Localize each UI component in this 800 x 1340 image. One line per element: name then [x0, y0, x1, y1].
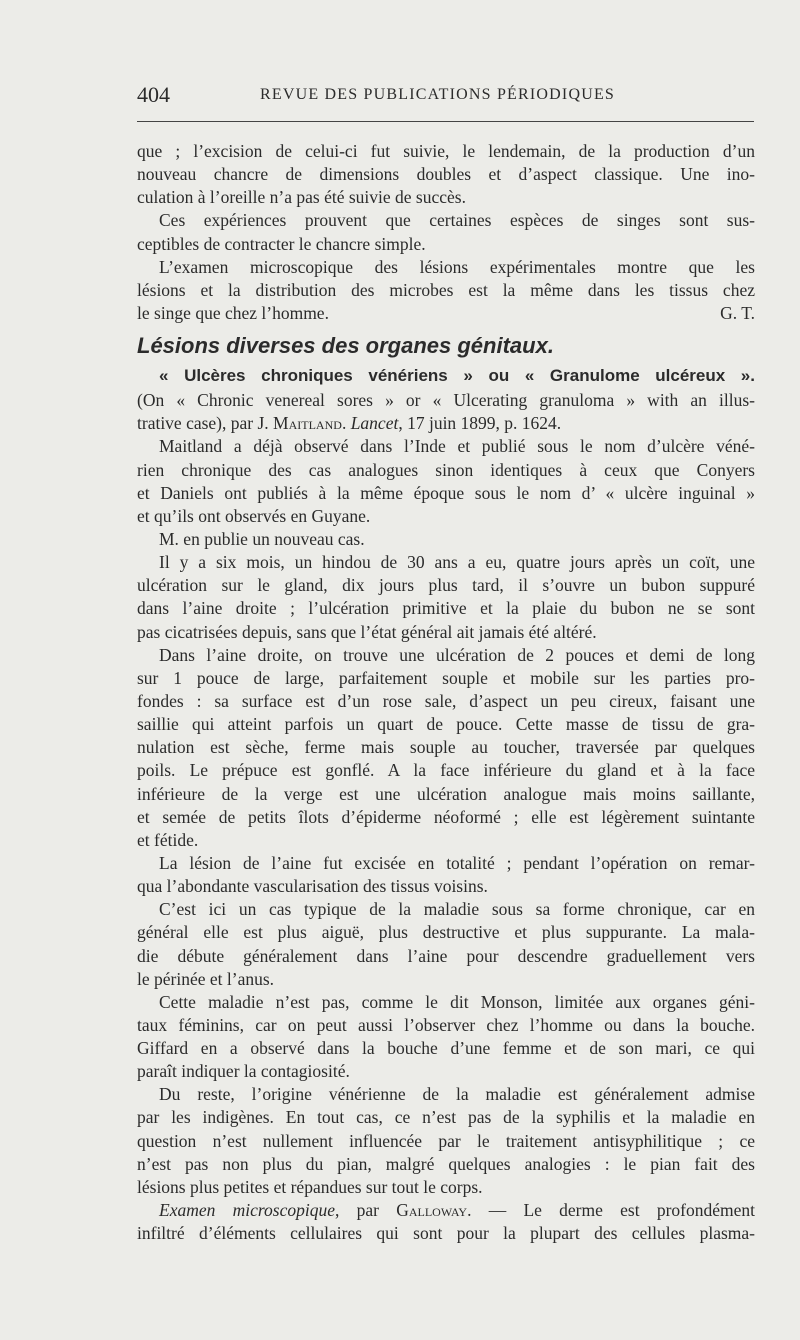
article-title: « Ulcères chroniques vénériens » ou « Granulome ulcéreux ». [159, 366, 755, 386]
text-line: rien chronique des cas analogues sinon identiques à ceux que Conyers [137, 459, 755, 480]
text-line: L’examen microscopique des lésions expérimentales montre que les [159, 256, 755, 277]
text-line-content: le singe que chez l’homme. [137, 302, 329, 323]
running-title: REVUE DES PUBLICATIONS PÉRIODIQUES [260, 86, 616, 103]
journal-name: Lancet [350, 413, 399, 434]
text-line: ulcération sur le gland, dix jours plus tard, il s’ouvre un bubon suppuré [137, 575, 755, 596]
author-name: Maitland [273, 413, 342, 434]
text-line: nulation est sèche, ferme mais souple au toucher, traversée par quelques [137, 737, 755, 758]
text-fragment: , par [335, 1200, 397, 1221]
page-header [137, 82, 754, 118]
text-line: inférieure de la verge est une ulcération analogue mais moins saillante, [137, 783, 755, 804]
text-line: Du reste, l’origine vénérienne de la maladie est généralement admise [159, 1084, 755, 1105]
text-line: infiltré d’éléments cellulaires qui sont pour la plupart des cellules plasma- [137, 1223, 755, 1244]
citation-text: , 17 juin 1899, p. 1624. [398, 413, 562, 434]
text-line: et Daniels ont publiés à la même époque sous le nom d’ « ulcère inguinal » [137, 482, 755, 503]
microscopy-line [137, 1199, 755, 1222]
text-line: ceptibles de contracter le chancre simple. [137, 233, 426, 254]
text-line-with-signature [137, 302, 755, 325]
text-line: et semée de petits îlots d’épiderme néoformé ; elle est légèrement suintante [137, 806, 755, 827]
text-line: général elle est plus aiguë, plus destructive et plus suppurante. La mala- [137, 922, 755, 943]
text-line: poils. Le prépuce est gonflé. A la face inférieure du gland et à la face [137, 760, 755, 781]
text-line: et qu’ils ont observés en Guyane. [137, 505, 371, 526]
text-line: saillie qui atteint parfois un quart de pouce. Cette masse de tissu de gra- [137, 714, 755, 735]
citation-line [137, 412, 755, 435]
citation-text: trative case), par J. [137, 413, 274, 434]
header-rule [137, 121, 754, 122]
text-line: Maitland a déjà observé dans l’Inde et publié sous le nom d’ulcère véné- [159, 436, 755, 457]
text-line: fondes : sa surface est d’un rose sale, d’aspect un peu cireux, faisant une [137, 690, 755, 711]
text-line: die débute généralement dans l’aine pour descendre graduellement vers [137, 945, 755, 966]
text-line: paraît indiquer la contagiosité. [137, 1061, 350, 1082]
text-line: pas cicatrisées depuis, sans que l’état général ait jamais été altéré. [137, 621, 597, 642]
text-line: lésions et la distribution des microbes est la même dans les tissus chez [137, 279, 755, 300]
text-line: Giffard en a observé dans la bouche d’une femme et de son mari, ce qui [137, 1038, 755, 1059]
section-heading: Lésions diverses des organes génitaux. [137, 333, 554, 359]
text-line: Dans l’aine droite, on trouve une ulcération de 2 pouces et demi de long [159, 644, 755, 665]
text-line: lésions plus petites et répandues sur tout le corps. [137, 1176, 483, 1197]
text-line: sur 1 pouce de large, parfaitement souple et mobile sur les parties pro- [137, 667, 755, 688]
text-line: qua l’abondante vascularisation des tissus voisins. [137, 876, 488, 897]
author-name: Galloway [396, 1200, 468, 1221]
text-line: La lésion de l’aine fut excisée en totalité ; pendant l’opération on remar- [159, 852, 755, 873]
text-line: M. en publie un nouveau cas. [159, 528, 365, 549]
text-line: Ces expériences prouvent que certaines espèces de singes sont sus- [159, 210, 755, 231]
text-line: Cette maladie n’est pas, comme le dit Monson, limitée aux organes géni- [159, 991, 755, 1012]
text-line: C’est ici un cas typique de la maladie sous sa forme chronique, car en [159, 899, 755, 920]
subsection-label: Examen microscopique [159, 1200, 335, 1221]
text-line: nouveau chancre de dimensions doubles et d’aspect classique. Une ino- [137, 164, 755, 185]
text-line: et fétide. [137, 829, 199, 850]
page-number: 404 [137, 82, 170, 107]
text-line: (On « Chronic venereal sores » or « Ulcerating granuloma » with an illus- [137, 390, 755, 411]
article-body [137, 140, 755, 1245]
text-line: culation à l’oreille n’a pas été suivie de succès. [137, 187, 466, 208]
text-line: question n’est nullement influencée par le traitement antisyphilitique ; ce [137, 1130, 755, 1151]
text-line: dans l’aine droite ; l’ulcération primitive et la plaie du bubon ne se sont [137, 598, 755, 619]
text-line: le périnée et l’anus. [137, 968, 275, 989]
text-line: n’est pas non plus du pian, malgré quelques analogies : le pian fait des [137, 1153, 755, 1174]
text-line: Il y a six mois, un hindou de 30 ans a eu, quatre jours après un coït, une [159, 552, 755, 573]
text-fragment: . — Le derme est profondément [467, 1200, 755, 1221]
text-line: taux féminins, car on peut aussi l’observer chez l’homme ou dans la bouche. [137, 1014, 755, 1035]
text-line: que ; l’excision de celui-ci fut suivie, le lendemain, de la production d’un [137, 141, 755, 161]
author-signature: G. T. [720, 302, 755, 323]
citation-text: . [341, 413, 351, 434]
text-line: par les indigènes. En tout cas, ce n’est pas de la syphilis et la maladie en [137, 1107, 755, 1128]
